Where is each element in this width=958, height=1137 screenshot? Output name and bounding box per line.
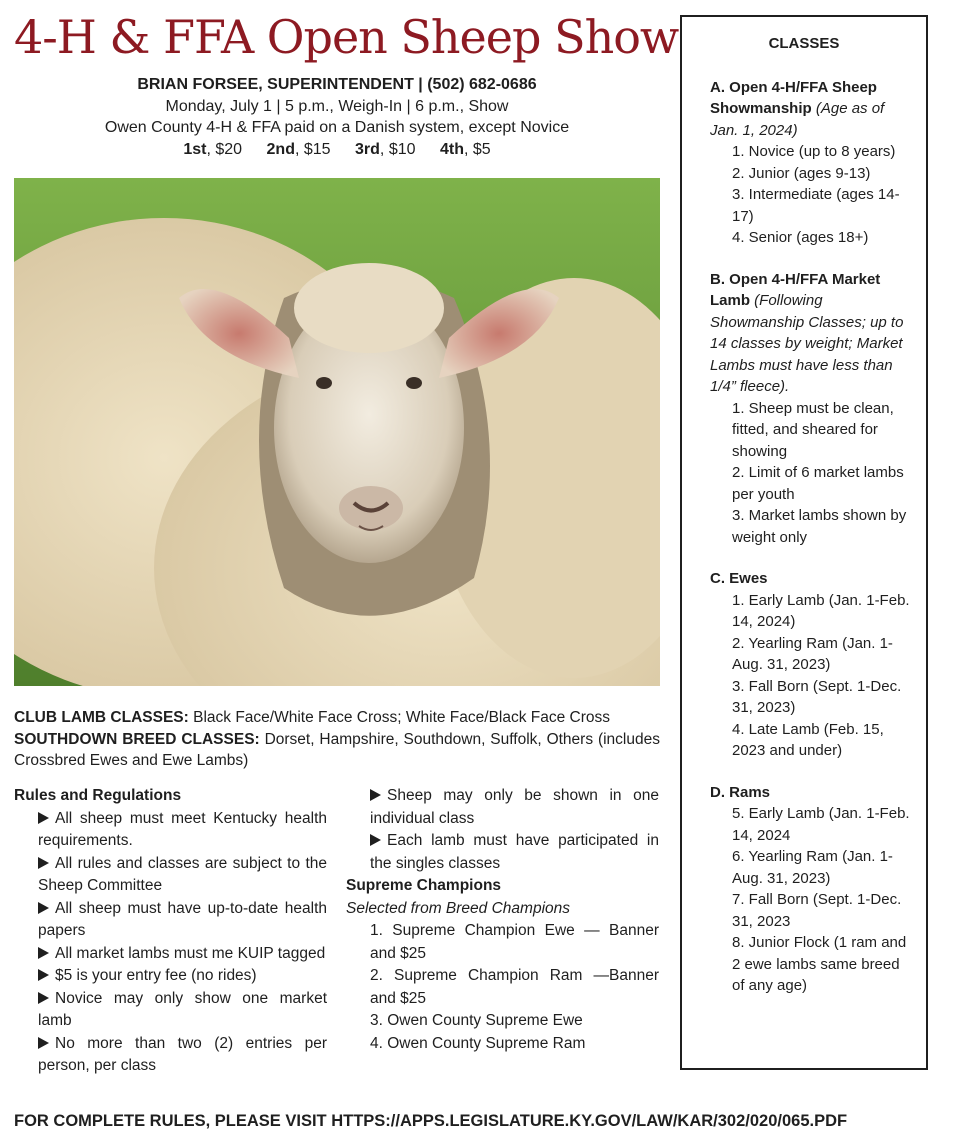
sheep-photo <box>14 178 660 686</box>
club-lamb-classes: CLUB LAMB CLASSES: Black Face/White Face Cross; White Face/Black Face Cross <box>14 709 611 726</box>
classes-title: CLASSES <box>768 35 840 52</box>
class-item: 3. Intermediate (ages 14-17) <box>732 186 900 225</box>
club-classes <box>14 707 660 772</box>
supreme-subheading: Selected from Breed Champions <box>346 899 571 917</box>
prize-4th: 4th, $5 <box>439 140 491 158</box>
triangle-bullet-icon <box>38 812 49 824</box>
class-item: 7. Fall Born (Sept. 1-Dec. 31, 2023 <box>732 891 902 930</box>
rule-item: Each lamb must have participated in the singles classes <box>370 832 659 872</box>
class-item: 1. Early Lamb (Jan. 1-Feb. 14, 2024) <box>732 591 910 630</box>
rule-item: All sheep must meet Kentucky health requirements. <box>38 809 327 849</box>
class-section-a <box>710 77 912 249</box>
prize-1st: 1st, $20 <box>183 140 243 158</box>
class-item: 3. Market lambs shown by weight only <box>732 507 907 546</box>
supreme-item: 2. Supreme Champion Ram —Banner and $25 <box>370 967 659 1007</box>
class-item: 4. Senior (ages 18+) <box>732 229 869 246</box>
triangle-bullet-icon <box>370 834 381 846</box>
rule-item: All sheep must have up-to-date health papers <box>38 899 327 939</box>
class-item: 2. Limit of 6 market lambs per youth <box>732 464 904 503</box>
supreme-item: 1. Supreme Champion Ewe — Banner and $25 <box>370 922 659 962</box>
class-item: 1. Novice (up to 8 years) <box>732 143 896 160</box>
class-item: 4. Late Lamb (Feb. 15, 2023 and under) <box>732 720 884 759</box>
class-section-heading: D. Rams <box>710 783 771 801</box>
schedule-line: Monday, July 1 | 5 p.m., Weigh-In | 6 p.m., Show <box>165 97 509 115</box>
payment-line: Owen County 4-H & FFA paid on a Danish system, except Novice <box>104 119 570 136</box>
supreme-item: 4. Owen County Supreme Ram <box>370 1034 586 1052</box>
rule-item: Sheep may only be shown in one individual class <box>370 787 659 827</box>
prize-3rd: 3rd, $10 <box>355 140 416 158</box>
prize-line <box>14 139 660 161</box>
triangle-bullet-icon <box>38 947 49 959</box>
classes-box <box>680 15 928 1070</box>
supreme-item: 3. Owen County Supreme Ewe <box>370 1012 583 1029</box>
class-section-c <box>710 568 912 762</box>
class-item: 2. Yearling Ram (Jan. 1-Aug. 31, 2023) <box>732 634 893 673</box>
class-section-heading: C. Ewes <box>710 570 768 587</box>
prize-2nd: 2nd, $15 <box>266 140 331 158</box>
triangle-bullet-icon <box>38 992 49 1004</box>
supreme-heading: Supreme Champions <box>346 877 502 894</box>
rule-item: All market lambs must me KUIP tagged <box>14 943 327 966</box>
class-section-d <box>710 782 912 997</box>
class-item: 1. Sheep must be clean, fitted, and sheared for showing <box>732 399 894 460</box>
rules-heading: Rules and Regulations <box>14 787 182 804</box>
triangle-bullet-icon <box>38 969 49 981</box>
triangle-bullet-icon <box>38 1037 49 1049</box>
superintendent-line: BRIAN FORSEE, SUPERINTENDENT | (502) 682-0686 <box>137 76 537 93</box>
class-section-b <box>710 269 912 549</box>
triangle-bullet-icon <box>38 902 49 914</box>
class-item: 3. Fall Born (Sept. 1-Dec. 31, 2023) <box>732 677 902 716</box>
rule-item: Novice may only show one market lamb <box>38 989 327 1029</box>
class-item: 2. Junior (ages 9-13) <box>732 164 871 182</box>
footer-rules-link[interactable]: FOR COMPLETE RULES, PLEASE VISIT HTTPS://APPS.LEGISLATURE.KY.GOV/LAW/KAR/302/020/065.PDF <box>14 1112 848 1130</box>
class-section-heading: A. Open 4-H/FFA Sheep Showmanship (Age as of Jan. 1, 2024) <box>710 78 885 139</box>
rules-column-right <box>346 785 659 1055</box>
rule-item: No more than two (2) entries per person, per class <box>38 1034 327 1074</box>
class-item: 6. Yearling Ram (Jan. 1-Aug. 31, 2023) <box>732 848 893 887</box>
header-info <box>14 74 660 160</box>
class-section-heading: B. Open 4-H/FFA Market Lamb (Following Showmanship Classes; up to 14 classes by weight; Market Lambs must have less than 1/4” fleece). <box>710 270 904 395</box>
rule-item: $5 is your entry fee (no rides) <box>14 965 327 988</box>
southdown-breed-classes: SOUTHDOWN BREED CLASSES: Dorset, Hampshire, Southdown, Suffolk, Others (includes Crossbred Ewes and Ewe Lambs) <box>14 730 660 769</box>
triangle-bullet-icon <box>38 857 49 869</box>
triangle-bullet-icon <box>370 789 381 801</box>
rules-column-left <box>14 785 327 1078</box>
rule-item: All rules and classes are subject to the Sheep Committee <box>38 854 327 894</box>
class-item: 5. Early Lamb (Jan. 1-Feb. 14, 2024 <box>732 805 910 844</box>
page-title: 4-H & FFA Open Sheep Show <box>14 10 679 64</box>
class-item: 8. Junior Flock (1 ram and 2 ewe lambs same breed of any age) <box>732 934 907 994</box>
